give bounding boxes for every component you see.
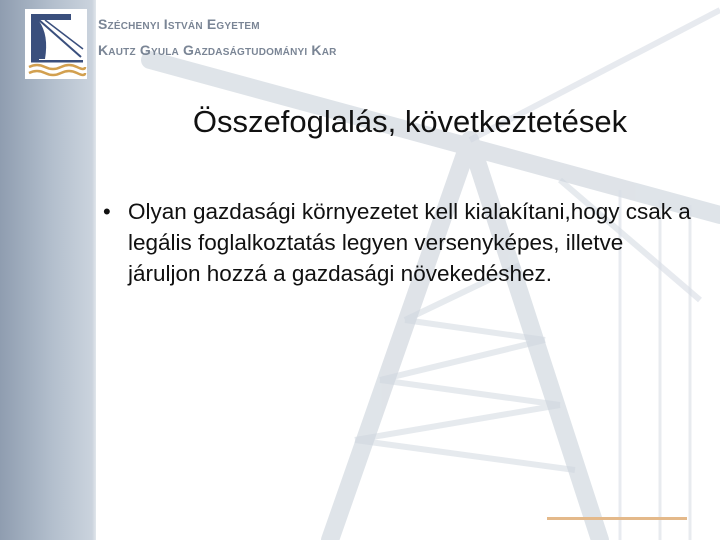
bridge-logo-icon — [25, 9, 87, 79]
university-name: Széchenyi István Egyetem — [98, 16, 260, 32]
faculty-name: Kautz Gyula Gazdaságtudományi Kar — [98, 42, 337, 58]
left-decorative-strip — [0, 0, 96, 540]
accent-divider-line — [547, 517, 687, 520]
left-strip-edge — [92, 0, 98, 540]
bullet-marker: • — [103, 199, 111, 224]
bullet-item — [100, 196, 700, 289]
bullet-text: Olyan gazdasági környezetet kell kialakítani,hogy csak a legális foglalkoztatás legyen versenyképes, illetve járuljon hozzá a gazdasági növekedéshez. — [128, 199, 691, 286]
slide-title: Összefoglalás, következtetések — [192, 104, 628, 139]
bullet-list — [100, 196, 700, 289]
